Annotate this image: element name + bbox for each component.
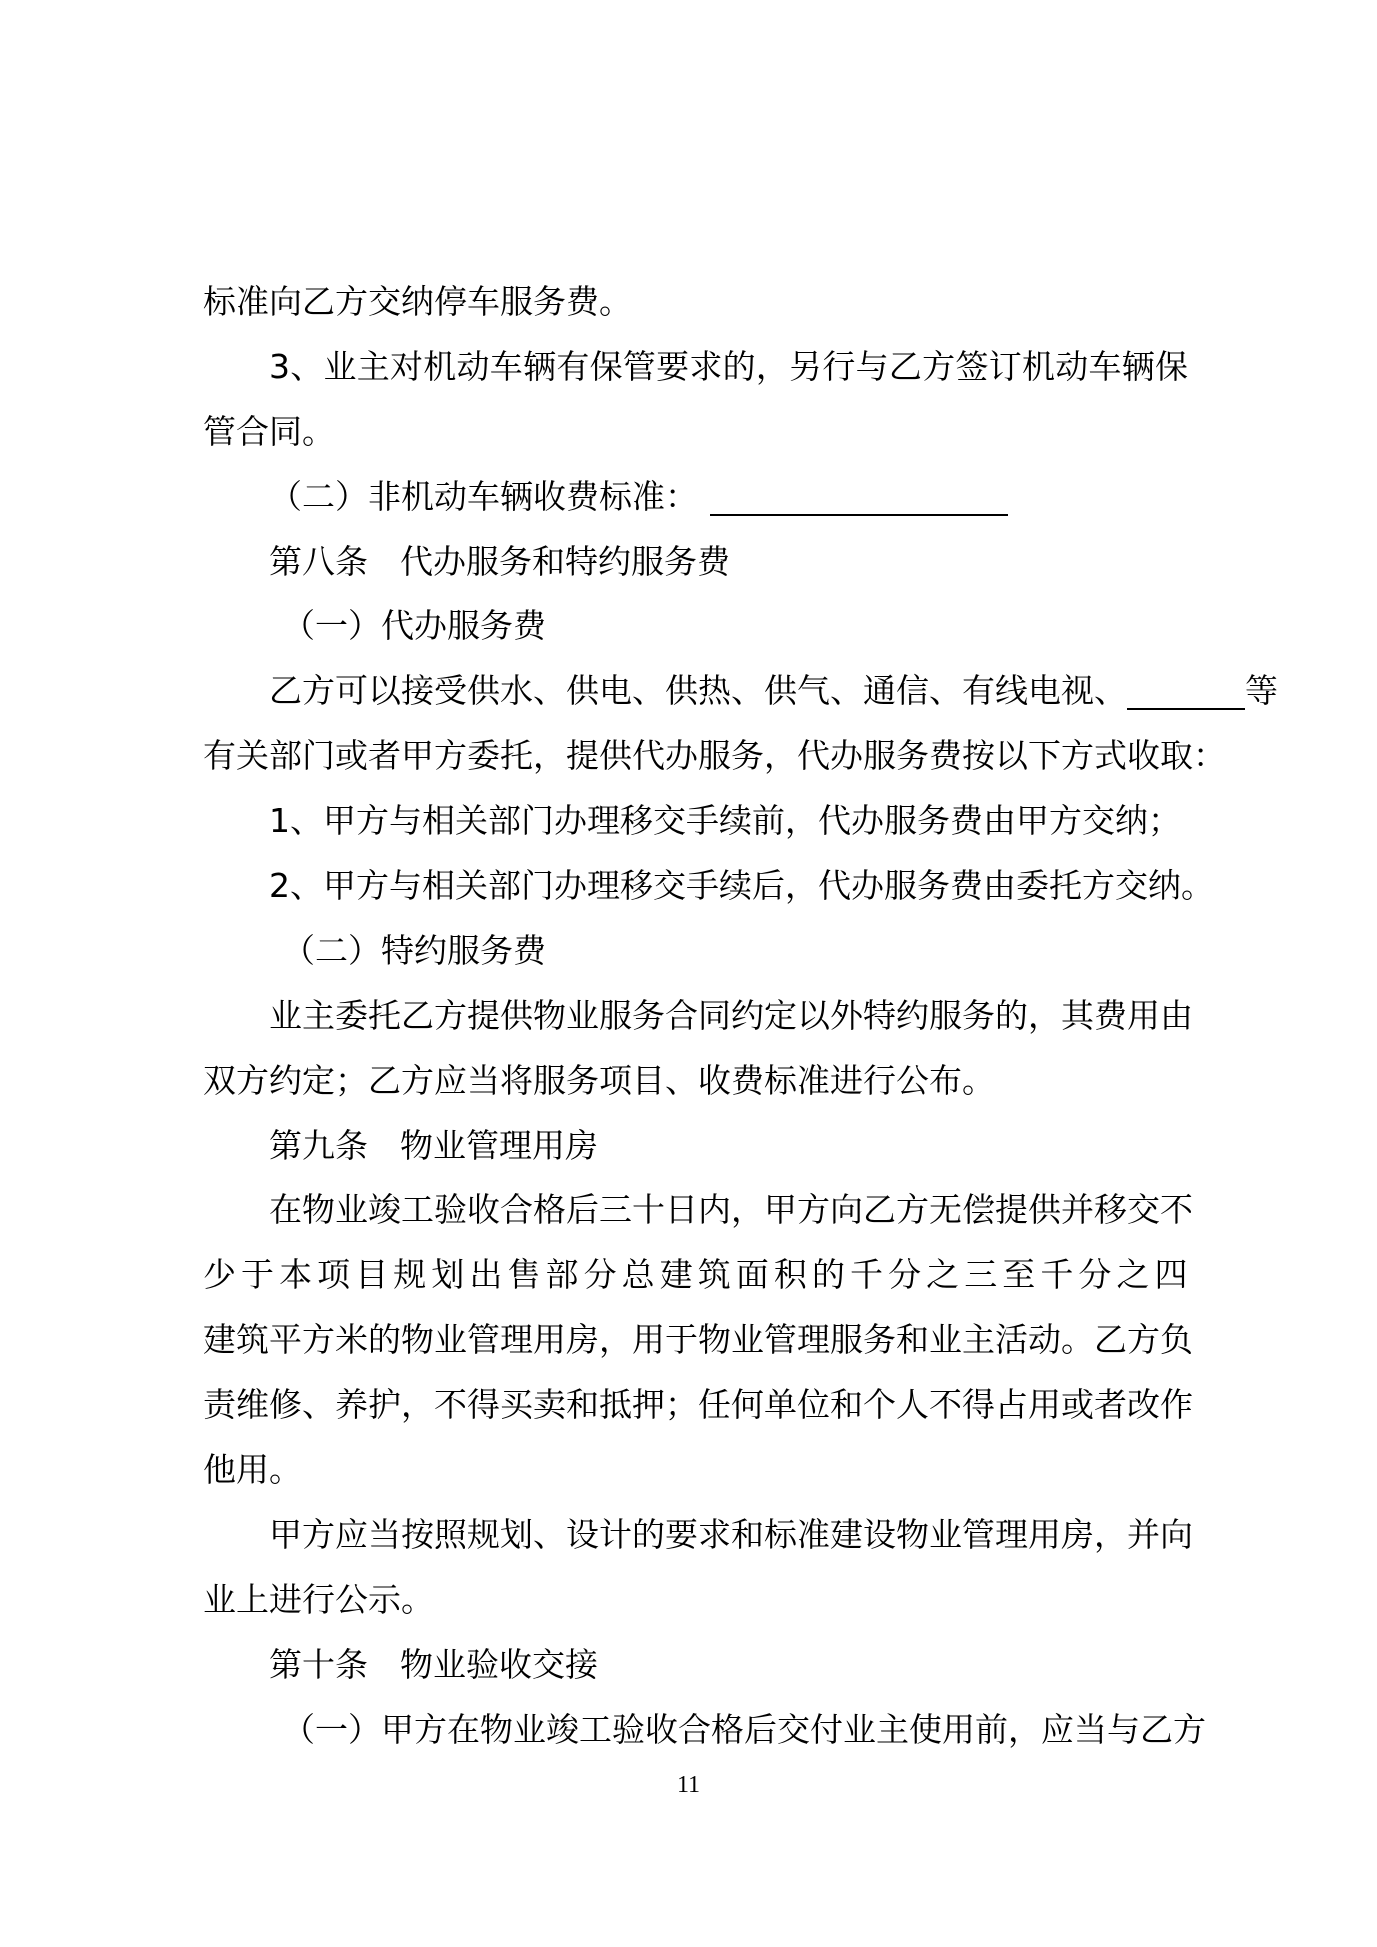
subsection-heading: （二）非机动车辆收费标准： xyxy=(203,465,1188,530)
paragraph-line: 甲方应当按照规划、设计的要求和标准建设物业管理用房，并向 xyxy=(269,1514,1193,1554)
paragraph-line: 业上进行公示。 xyxy=(203,1579,434,1619)
paragraph-line: 他用。 xyxy=(203,1450,302,1490)
paragraph-line: 少于本项目规划出售部分总建筑面积的千分之三至千分之四 xyxy=(203,1255,1188,1295)
paragraph-line: （一）甲方在物业竣工验收合格后交付业主使用前，应当与乙方 xyxy=(282,1709,1206,1749)
paragraph-line: 业主委托乙方提供物业服务合同约定以外特约服务的，其费用由 xyxy=(269,995,1193,1035)
blank-field-underline xyxy=(1127,686,1245,710)
paragraph-line: 建筑平方米的物业管理用房，用于物业管理服务和业主活动。乙方负 xyxy=(203,1320,1193,1360)
blank-field-underline xyxy=(710,492,1008,516)
paragraph-line: 管合同。 xyxy=(203,411,335,451)
article-heading: 第十条 物业验收交接 xyxy=(269,1644,598,1684)
subsection-heading: （一）代办服务费 xyxy=(282,606,546,646)
article-heading: 第九条 物业管理用房 xyxy=(269,1125,598,1165)
subsection-heading: （二）特约服务费 xyxy=(282,930,546,970)
paragraph-line: 乙方可以接受供水、供电、供热、供气、通信、有线电视、 等 xyxy=(269,671,1278,711)
list-item: 1、甲方与相关部门办理移交手续前，代办服务费由甲方交纳； xyxy=(269,801,1181,841)
page-number: 11 xyxy=(676,1772,701,1798)
body-text xyxy=(203,270,1278,1762)
article-heading: 第八条 代办服务和特约服务费 xyxy=(269,541,730,581)
paragraph-line: 责维修、养护，不得买卖和抵押；任何单位和个人不得占用或者改作 xyxy=(203,1385,1193,1425)
paragraph-line: 标准向乙方交纳停车服务费。 xyxy=(203,282,632,321)
paragraph-line: 有关部门或者甲方委托，提供代办服务，代办服务费按以下方式收取： xyxy=(203,736,1226,776)
paragraph-line: 双方约定；乙方应当将服务项目、收费标准进行公布。 xyxy=(203,1060,995,1100)
list-item: 2、甲方与相关部门办理移交手续后，代办服务费由委托方交纳。 xyxy=(269,866,1214,906)
paragraph-line: 3、业主对机动车辆有保管要求的，另行与乙方签订机动车辆保 xyxy=(269,346,1188,386)
paragraph-line: 在物业竣工验收合格后三十日内，甲方向乙方无偿提供并移交不 xyxy=(269,1190,1193,1230)
